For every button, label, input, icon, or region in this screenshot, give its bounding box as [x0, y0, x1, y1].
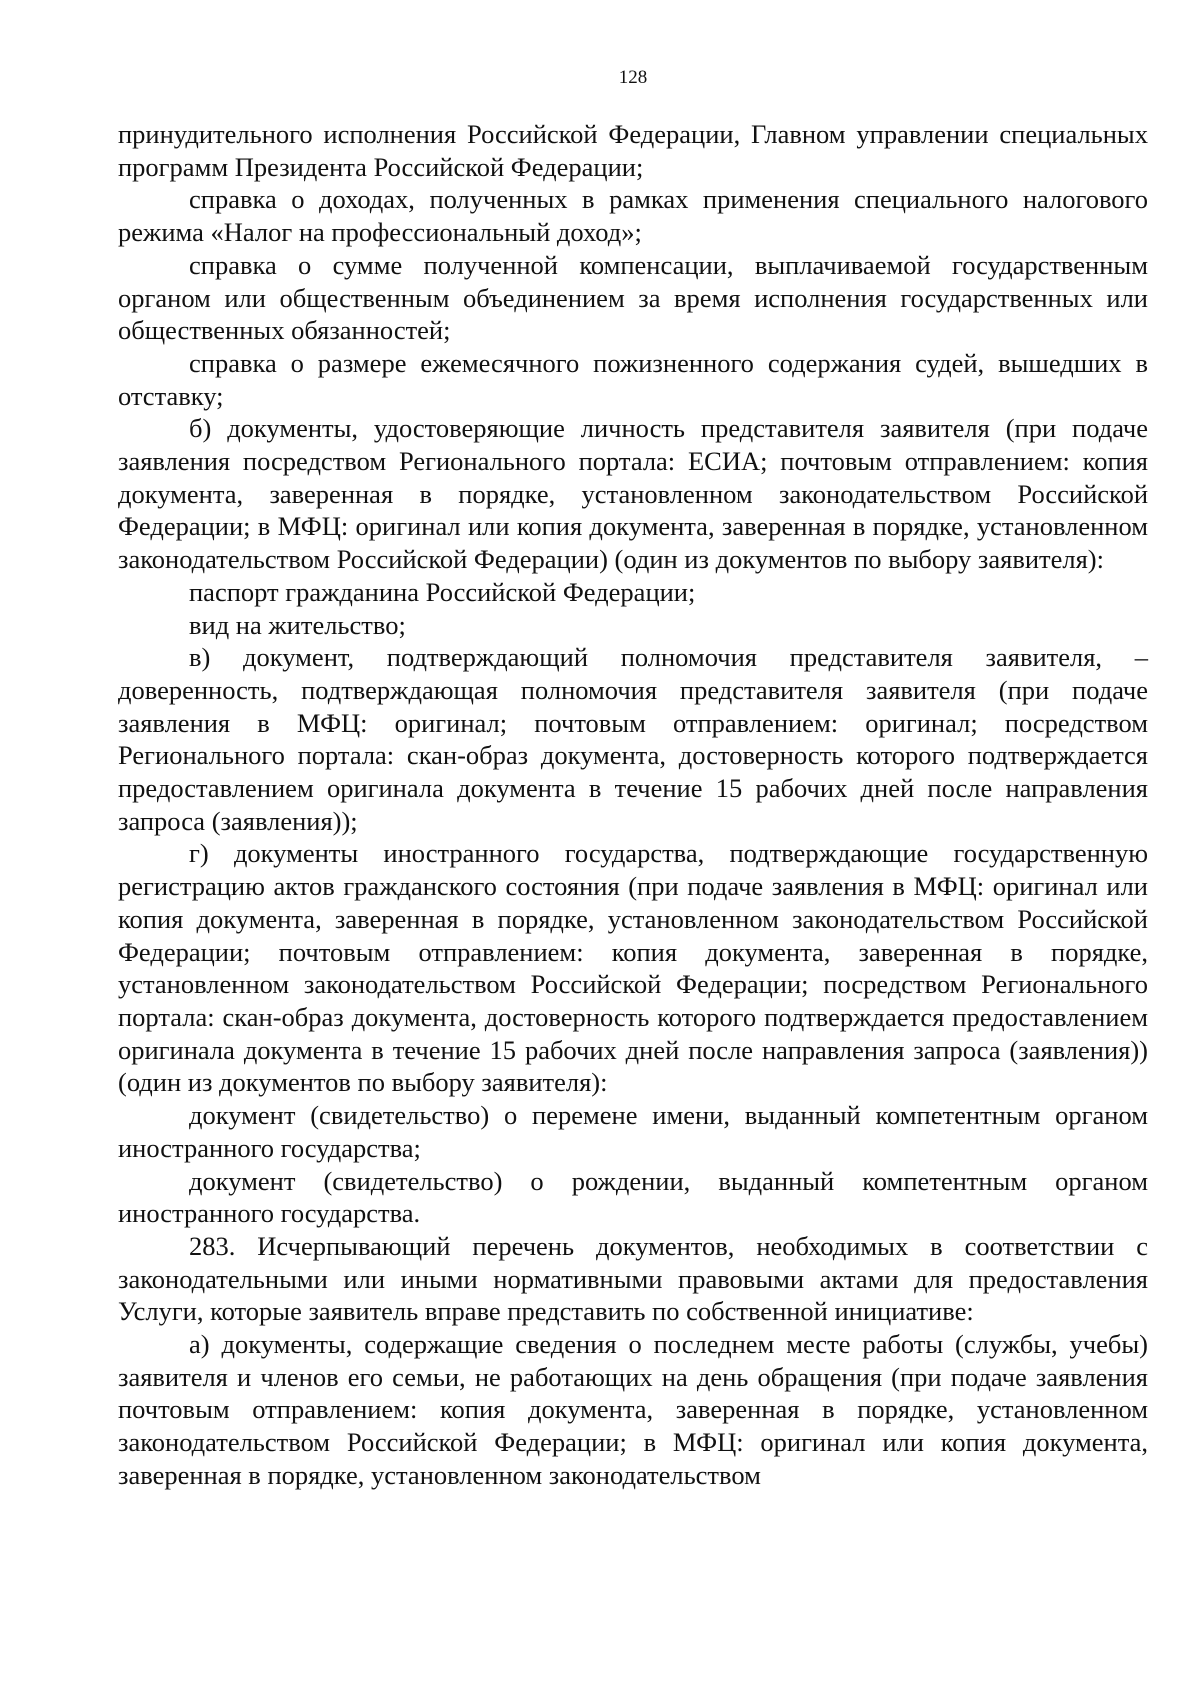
paragraph-passport: паспорт гражданина Российской Федерации;: [189, 576, 696, 607]
paragraph-item-a: а) документы, содержащие сведения о последнем месте работы (службы, учебы) заявителя и членов его семьи, не работающих на день обращения (при подаче заявления почтовым отправлением: копия документа, заверенная в порядке, установленном законодательством Российской Федерации; в МФЦ: оригинал или копия документа, заверенная в порядке, установленном законодательством: [118, 1329, 1148, 1490]
paragraph-birth-document: документ (свидетельство) о рождении, выданный компетентным органом иностранного государства.: [118, 1165, 1148, 1229]
paragraph-compensation-certificate: справка о сумме полученной компенсации, выплачиваемой государственным органом или общественным объединением за время исполнения государственных или общественных обязанностей;: [118, 249, 1148, 346]
paragraph-judge-allowance-certificate: справка о размере ежемесячного пожизненного содержания судей, вышедших в отставку;: [118, 347, 1148, 411]
paragraph-name-change-document: документ (свидетельство) о перемене имени, выданный компетентным органом иностранного государства;: [118, 1100, 1148, 1163]
paragraph-income-certificate: справка о доходах, полученных в рамках применения специального налогового режима «Налог на профессиональный доход»;: [118, 184, 1148, 248]
document-body: [118, 118, 1148, 1492]
paragraph-item-b: б) документы, удостоверяющие личность представителя заявителя (при подаче заявления посредством Регионального портала: ЕСИА; почтовым отправлением: копия документа, заверенная в порядке, установленном законодательством Российской Федерации; в МФЦ: оригинал или копия документа, заверенная в порядке, установленном законодательством Российской Федерации) (один из документов по выбору заявителя):: [118, 413, 1148, 575]
paragraph-item-v: в) документ, подтверждающий полномочия представителя заявителя, – доверенность, подтверждающая полномочия представителя заявителя (при подаче заявления в МФЦ: оригинал; почтовым отправлением: оригинал; посредством Регионального портала: скан-образ документа, достоверность которого подтверждается предоставлением оригинала документа в течение 15 рабочих дней после направления запроса (заявления));: [118, 642, 1148, 836]
paragraph-clause-283: 283. Исчерпывающий перечень документов, необходимых в соответствии с законодательными или иными нормативными правовыми актами для предоставления Услуги, которые заявитель вправе представить по собственной инициативе:: [118, 1230, 1148, 1327]
paragraph-residence-permit: вид на жительство;: [189, 609, 406, 640]
paragraph-continuation: принудительного исполнения Российской Федерации, Главном управлении специальных программ Президента Российской Федерации;: [118, 119, 1148, 182]
paragraph-item-g: г) документы иностранного государства, подтверждающие государственную регистрацию актов гражданского состояния (при подаче заявления в МФЦ: оригинал или копия документа, заверенная в порядке, установленном законодательством Российской Федерации; почтовым отправлением: копия документа, заверенная в порядке, установленном законодательством Российской Федерации; посредством Регионального портала: скан-образ документа, достоверность которого подтверждается предоставлением оригинала документа в течение 15 рабочих дней после направления запроса (заявления)) (один из документов по выбору заявителя):: [118, 838, 1148, 1098]
page-number: 128: [618, 67, 648, 88]
